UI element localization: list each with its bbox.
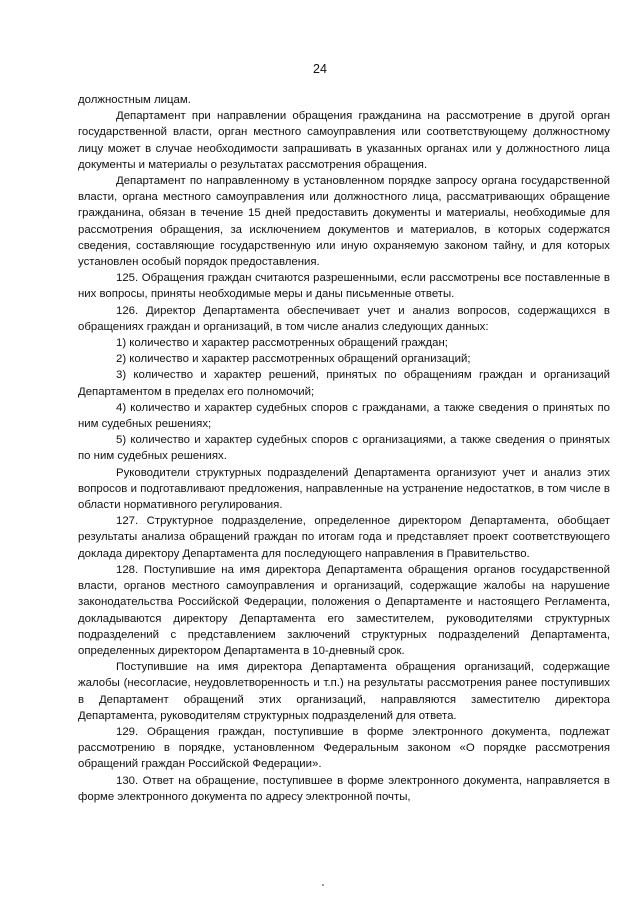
paragraph: Департамент по направленному в установленном порядке запросу органа государственной власти, органа местного самоуправления или должностного лица, рассматривающих обращение гражданина, обязан в течение 15 дней предоставить документы и материалы, необходимые для рассмотрения обращения, за исключением документов и материалов, в которых содержатся сведения, составляющие государственную или иную охраняемую законом тайну, и для которых установлен особый порядок предоставления.	[78, 175, 610, 269]
paragraph-item-130: 130. Ответ на обращение, поступившее в форме электронного документа, направляется в форме электронного документа по адресу электронной почты,	[78, 774, 610, 803]
list-item: 4) количество и характер судебных споров с гражданами, а также сведения о принятых по ним судебных решениях;	[78, 401, 610, 431]
body-text	[78, 92, 610, 805]
paragraph-item-125: 125. Обращения граждан считаются разрешенными, если рассмотрены все поставленные в них вопросы, приняты необходимые меры и даны письменные ответы.	[78, 272, 610, 301]
paragraph-item-127: 127. Структурное подразделение, определенное директором Департамента, обобщает результаты анализа обращений граждан по итогам года и представляет проект соответствующего доклада директору Департамента для последующего направления в Правительство.	[78, 515, 610, 560]
paragraph: Поступившие на имя директора Департамента обращения организаций, содержащие жалобы (несогласие, неудовлетворенность и т.п.) на результаты рассмотрения ранее поступивших в Департамент обращений этих организаций, направляются заместителю директора Департамента, руководителям структурных подразделений для ответа.	[78, 661, 610, 722]
list-item: 3) количество и характер решений, принятых по обращениям граждан и организаций Департаментом в пределах его полномочий;	[78, 369, 610, 398]
paragraph: Департамент при направлении обращения гражданина на рассмотрение в другой орган государственной власти, орган местного самоуправления или соответствующему должностному лицу может в случае необходимости запрашивать в указанных органах или у должностного лица документы и материалы о результатах рассмотрения обращения.	[78, 110, 610, 171]
paragraph-item-129: 129. Обращения граждан, поступившие в форме электронного документа, подлежат рассмотрению в порядке, установленном Федеральным законом «О порядке рассмотрения обращений граждан Российской Федерации».	[78, 725, 610, 771]
paragraph: Руководители структурных подразделений Департамента организуют учет и анализ этих вопросов и подготавливают предложения, направленные на устранение недостатков, в том числе в области нормативного регулирования.	[78, 466, 610, 512]
paragraph-continuation: должностным лицам.	[78, 94, 191, 106]
list-item: 1) количество и характер рассмотренных обращений граждан;	[116, 337, 448, 350]
paragraph-item-128: 128. Поступившие на имя директора Департамента обращения органов государственной власти, органов местного самоуправления и организаций, содержащие жалобы на нарушение законодательства Российской Федерации, положения о Департаменте и настоящего Регламента, докладываются директору Департамента его заместителем, руководителями структурных подразделений с представлением заключений структурных подразделений Департамента, определенных директором Департамента в 10-дневный срок.	[78, 563, 610, 657]
paragraph-item-126: 126. Директор Департамента обеспечивает учет и анализ вопросов, содержащихся в обращениях граждан и организаций, в том числе анализ следующих данных:	[78, 304, 610, 333]
scan-speck	[322, 884, 324, 886]
page-number: 24	[313, 62, 327, 76]
list-item: 2) количество и характер рассмотренных обращений организаций;	[116, 353, 471, 366]
list-item: 5) количество и характер судебных споров с организациями, а также сведения о принятых по ним судебных решениях.	[78, 434, 610, 463]
